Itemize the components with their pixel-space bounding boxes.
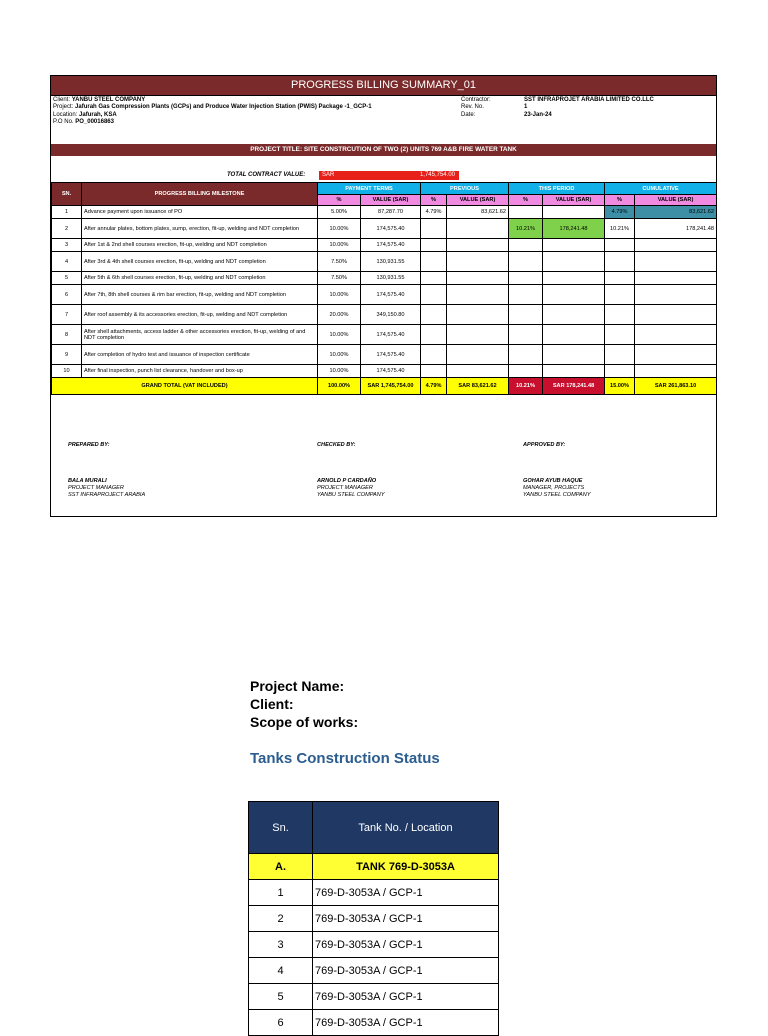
previous-value-cell [447, 285, 509, 305]
grand-total-pv-pct: 4.79% [421, 378, 447, 395]
tanks-header-tank: Tank No. / Location [313, 802, 499, 854]
cumulative-value-cell: 83,621.62 [635, 206, 717, 219]
table-row [52, 285, 717, 305]
grand-total-label: GRAND TOTAL (VAT INCLUDED) [52, 378, 318, 395]
previous-value-cell [447, 345, 509, 365]
total-contract-value-box [319, 171, 459, 180]
milestone-cell: After roof assembly & its accessories erection, fit-up, welding and NDT completion [82, 305, 318, 325]
checked-by-block [317, 478, 385, 499]
payment-value-cell: 174,575.40 [361, 345, 421, 365]
table-row [52, 305, 717, 325]
header-pct: % [509, 195, 543, 206]
payment-pct-cell: 20.00% [318, 305, 361, 325]
grand-total-tp-val: SAR 178,241.48 [543, 378, 605, 395]
grand-total-pt-pct: 100.00% [318, 378, 361, 395]
this-period-pct-cell [509, 365, 543, 378]
checked-name: ARNOLD P CARDAÑO [317, 478, 377, 484]
sn-cell: 4 [52, 252, 82, 272]
grand-total-cu-pct: 15.00% [605, 378, 635, 395]
cumulative-value-cell [635, 252, 717, 272]
milestone-cell: After shell attachments, access ladder & other accessories erection, fit-up, welding of and NDT completion [82, 325, 318, 345]
payment-pct-cell: 7.50% [318, 252, 361, 272]
tank-row-sn: 5 [249, 984, 313, 1010]
tank-row [249, 1010, 499, 1036]
sn-cell: 2 [52, 219, 82, 239]
header-pct: % [318, 195, 361, 206]
sn-cell: 7 [52, 305, 82, 325]
previous-value-cell [447, 239, 509, 252]
milestone-cell: After 7th, 8th shell courses & rim bar erection, fit-up, welding and NDT completion [82, 285, 318, 305]
table-row [52, 206, 717, 219]
project-title-bar: PROJECT TITLE: SITE CONSTRCUTION OF TWO (2) UNITS 769 A&B FIRE WATER TANK [51, 144, 716, 156]
grand-total-pt-val: SAR 1,745,754.00 [361, 378, 421, 395]
status-title: Tanks Construction Status [250, 750, 440, 767]
scope-label: Scope of works: [250, 714, 359, 730]
date-value: 23-Jan-24 [524, 111, 552, 118]
approved-by-block [523, 478, 591, 499]
this-period-pct-cell [509, 285, 543, 305]
tanks-header-sn: Sn. [249, 802, 313, 854]
client-value: YANBU STEEL COMPANY [71, 97, 146, 103]
table-row [52, 325, 717, 345]
client-label: Client: [53, 97, 71, 103]
payment-value-cell: 174,575.40 [361, 219, 421, 239]
prepared-name: BALA MURALI [68, 478, 107, 484]
this-period-value-cell: 178,241.48 [543, 219, 605, 239]
header-value: VALUE (SAR) [635, 195, 717, 206]
milestone-cell: After final inspection, punch list clearance, handover and box-up [82, 365, 318, 378]
info-right-labels [461, 97, 491, 119]
header-value: VALUE (SAR) [543, 195, 605, 206]
checked-by-label: CHECKED BY: [317, 442, 356, 448]
project-value: Jafurah Gas Compression Plants (GCPs) and Produce Water Injection Station (PWIS) Package -1_GCP-1 [75, 104, 372, 111]
payment-pct-cell: 10.00% [318, 365, 361, 378]
grand-total-pv-val: SAR 83,621.62 [447, 378, 509, 395]
previous-pct-cell [421, 325, 447, 345]
client-label-lower: Client: [250, 696, 294, 712]
previous-value-cell [447, 272, 509, 285]
tank-row-location: 769-D-3053A / GCP-1 [313, 906, 499, 932]
cumulative-value-cell [635, 365, 717, 378]
previous-value-cell [447, 219, 509, 239]
contractor-value: SST INFRAPROJET ARABIA LIMITED CO.LLC [524, 97, 654, 103]
previous-pct-cell [421, 272, 447, 285]
previous-pct-cell [421, 239, 447, 252]
cumulative-pct-cell [605, 239, 635, 252]
payment-pct-cell: 10.00% [318, 325, 361, 345]
payment-pct-cell: 10.00% [318, 285, 361, 305]
this-period-pct-cell [509, 325, 543, 345]
payment-pct-cell: 10.00% [318, 345, 361, 365]
cumulative-pct-cell [605, 285, 635, 305]
sn-cell: 9 [52, 345, 82, 365]
payment-value-cell: 349,150.80 [361, 305, 421, 325]
checked-org: YANBU STEEL COMPANY [317, 492, 385, 498]
this-period-value-cell [543, 325, 605, 345]
this-period-value-cell [543, 365, 605, 378]
tank-row-location: 769-D-3053A / GCP-1 [313, 880, 499, 906]
po-label: P.O No. [53, 119, 74, 126]
total-contract-currency: SAR [322, 172, 335, 178]
tank-row [249, 880, 499, 906]
header-this-period: THIS PERIOD [509, 183, 605, 195]
info-right-values [524, 97, 654, 119]
prepared-by-label: PREPARED BY: [68, 442, 110, 448]
payment-pct-cell: 5.00% [318, 206, 361, 219]
project-name-label: Project Name: [250, 678, 345, 694]
po-value: PO_00016863 [75, 119, 114, 126]
tank-row-sn: 3 [249, 932, 313, 958]
tank-row [249, 932, 499, 958]
cumulative-pct-cell [605, 325, 635, 345]
tank-row-location: 769-D-3053A / GCP-1 [313, 984, 499, 1010]
tanks-table [248, 801, 499, 1036]
tank-row [249, 906, 499, 932]
header-payment-terms: PAYMENT TERMS [318, 183, 421, 195]
payment-value-cell: 174,575.40 [361, 239, 421, 252]
payment-value-cell: 87,287.70 [361, 206, 421, 219]
cumulative-value-cell [635, 239, 717, 252]
previous-pct-cell [421, 345, 447, 365]
milestone-cell: After completion of hydro test and issuance of inspection certificate [82, 345, 318, 365]
payment-value-cell: 174,575.40 [361, 285, 421, 305]
this-period-value-cell [543, 285, 605, 305]
milestone-cell: After annular plates, bottom plates, sump, erection, fit-up, welding and NDT completion [82, 219, 318, 239]
table-row [52, 345, 717, 365]
tank-row-location: 769-D-3053A / GCP-1 [313, 932, 499, 958]
tank-row-sn: 6 [249, 1010, 313, 1036]
this-period-pct-cell [509, 305, 543, 325]
tanks-section-name: TANK 769-D-3053A [313, 854, 499, 880]
project-label: Project: [53, 104, 74, 111]
payment-value-cell: 174,575.40 [361, 325, 421, 345]
previous-pct-cell [421, 285, 447, 305]
this-period-value-cell [543, 239, 605, 252]
sn-cell: 1 [52, 206, 82, 219]
approved-org: YANBU STEEL COMPANY [523, 492, 591, 498]
payment-pct-cell: 10.00% [318, 219, 361, 239]
contractor-label: Contractor: [461, 97, 491, 103]
location-label: Location: [53, 111, 78, 118]
cumulative-pct-cell [605, 345, 635, 365]
milestone-cell: After 5th & 6th shell courses erection, fit-up, welding and NDT completion [82, 272, 318, 285]
tanks-section-sn: A. [249, 854, 313, 880]
prepared-by-block [68, 478, 145, 499]
milestone-cell: Advance payment upon issuance of PO [82, 206, 318, 219]
grand-total-tp-pct: 10.21% [509, 378, 543, 395]
cumulative-value-cell [635, 345, 717, 365]
header-value: VALUE (SAR) [447, 195, 509, 206]
table-row [52, 219, 717, 239]
rev-value: 1 [524, 104, 528, 111]
cumulative-value-cell [635, 325, 717, 345]
total-contract-label: TOTAL CONTRACT VALUE: [227, 172, 306, 178]
rev-label: Rev. No. [461, 104, 484, 111]
info-left [53, 97, 372, 127]
cumulative-pct-cell: 4.79% [605, 206, 635, 219]
tank-row [249, 984, 499, 1010]
this-period-pct-cell [509, 272, 543, 285]
approved-by-label: APPROVED BY: [523, 442, 566, 448]
cumulative-value-cell [635, 285, 717, 305]
this-period-pct-cell [509, 239, 543, 252]
table-row [52, 239, 717, 252]
table-row [52, 365, 717, 378]
payment-value-cell: 174,575.40 [361, 365, 421, 378]
this-period-value-cell [543, 305, 605, 325]
this-period-value-cell [543, 345, 605, 365]
tank-row-sn: 2 [249, 906, 313, 932]
previous-value-cell [447, 365, 509, 378]
milestone-cell: After 1st & 2nd shell courses erection, fit-up, welding and NDT completion [82, 239, 318, 252]
checked-role: PROJECT MANAGER [317, 485, 373, 491]
this-period-pct-cell [509, 206, 543, 219]
cumulative-pct-cell [605, 252, 635, 272]
billing-summary-sheet [50, 75, 717, 517]
previous-value-cell [447, 305, 509, 325]
tank-row-sn: 4 [249, 958, 313, 984]
total-contract-value: 1,745,754.00 [419, 172, 455, 178]
grand-total-row [52, 378, 717, 395]
approved-role: MANAGER, PROJECTS [523, 485, 585, 491]
sn-cell: 3 [52, 239, 82, 252]
tank-row [249, 958, 499, 984]
cumulative-pct-cell [605, 365, 635, 378]
this-period-pct-cell: 10.21% [509, 219, 543, 239]
tank-row-location: 769-D-3053A / GCP-1 [313, 958, 499, 984]
tank-row-location: 769-D-3053A / GCP-1 [313, 1010, 499, 1036]
table-row [52, 272, 717, 285]
sn-cell: 6 [52, 285, 82, 305]
sn-cell: 8 [52, 325, 82, 345]
grand-total-cu-val: SAR 261,863.10 [635, 378, 717, 395]
date-label: Date: [461, 111, 476, 118]
approved-name: GOHAR AYUB HAQUE [523, 478, 583, 484]
previous-pct-cell [421, 252, 447, 272]
tank-row-sn: 1 [249, 880, 313, 906]
sn-cell: 10 [52, 365, 82, 378]
previous-pct-cell [421, 219, 447, 239]
header-pct: % [421, 195, 447, 206]
this-period-value-cell [543, 252, 605, 272]
prepared-role: PROJECT MANAGER [68, 485, 124, 491]
previous-pct-cell [421, 365, 447, 378]
table-row [52, 252, 717, 272]
milestone-cell: After 3rd & 4th shell courses erection, fit-up, welding and NDT completion [82, 252, 318, 272]
this-period-value-cell [543, 206, 605, 219]
header-sn: SN. [52, 183, 82, 206]
cumulative-pct-cell [605, 272, 635, 285]
cumulative-value-cell [635, 305, 717, 325]
previous-value-cell: 83,621.62 [447, 206, 509, 219]
header-previous: PREVIOUS [421, 183, 509, 195]
sheet-title: PROGRESS BILLING SUMMARY_01 [51, 76, 716, 96]
previous-pct-cell [421, 305, 447, 325]
payment-value-cell: 130,931.55 [361, 272, 421, 285]
cumulative-pct-cell: 10.21% [605, 219, 635, 239]
payment-pct-cell: 7.50% [318, 272, 361, 285]
prepared-org: SST INFRAPROJECT ARABIA [68, 492, 146, 498]
cumulative-value-cell [635, 272, 717, 285]
payment-value-cell: 130,931.55 [361, 252, 421, 272]
header-cumulative: CUMULATIVE [605, 183, 717, 195]
previous-pct-cell: 4.79% [421, 206, 447, 219]
this-period-value-cell [543, 272, 605, 285]
this-period-pct-cell [509, 345, 543, 365]
cumulative-pct-cell [605, 305, 635, 325]
previous-value-cell [447, 252, 509, 272]
this-period-pct-cell [509, 252, 543, 272]
billing-table [51, 182, 717, 395]
header-pct: % [605, 195, 635, 206]
header-value: VALUE (SAR) [361, 195, 421, 206]
payment-pct-cell: 10.00% [318, 239, 361, 252]
header-milestone: PROGRESS BILLING MILESTONE [82, 183, 318, 206]
cumulative-value-cell: 178,241.48 [635, 219, 717, 239]
previous-value-cell [447, 325, 509, 345]
sn-cell: 5 [52, 272, 82, 285]
location-value: Jafurah, KSA [79, 111, 117, 118]
